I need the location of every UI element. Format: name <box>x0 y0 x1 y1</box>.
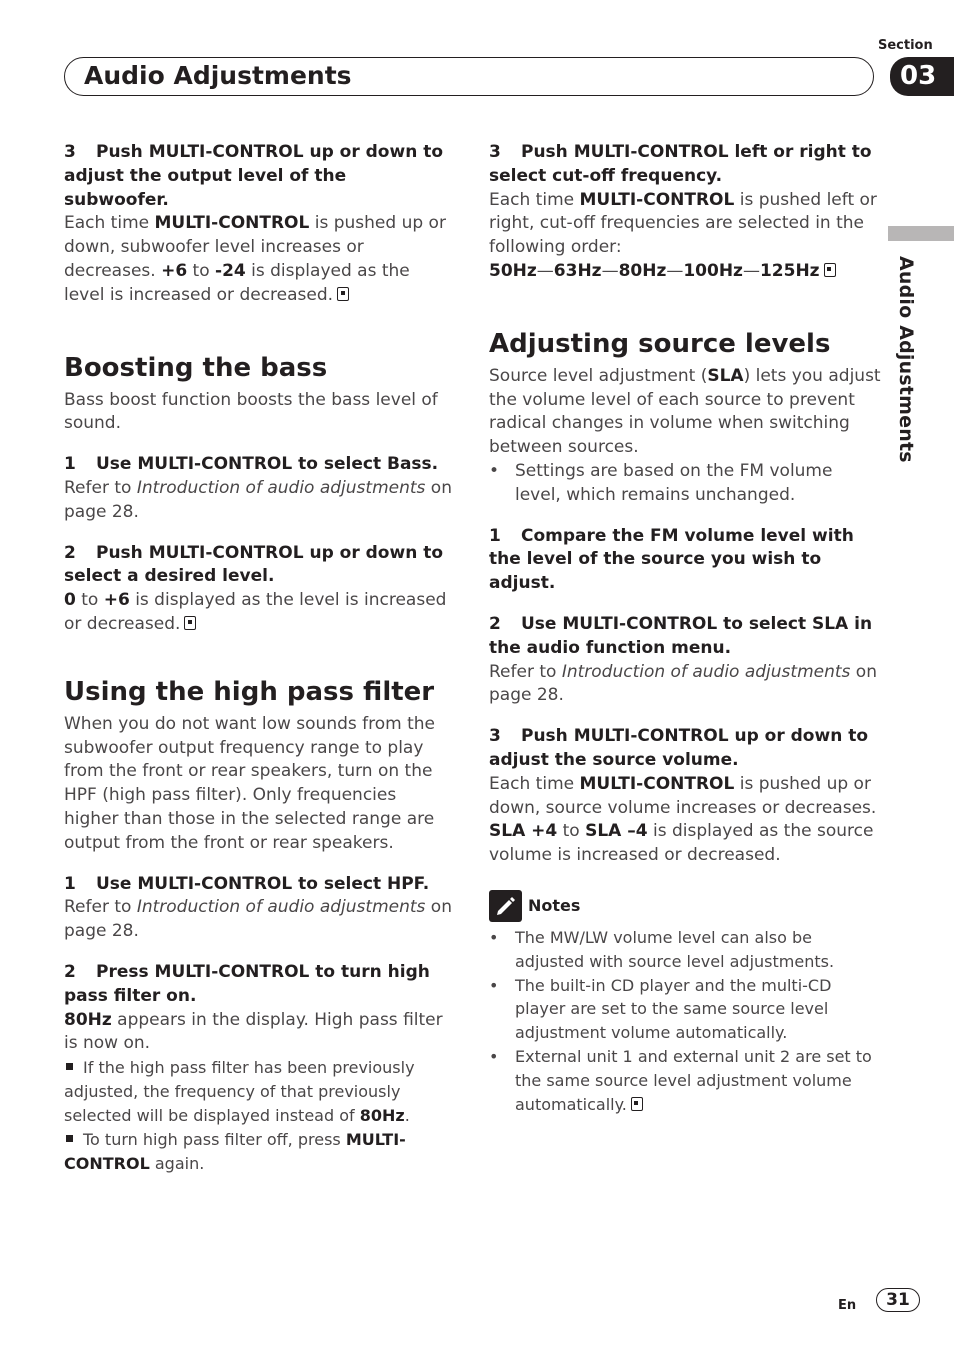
side-section-label: Audio Adjustments <box>895 256 917 463</box>
sla-step-3: 3 Push MULTI-CONTROL up or down to adjust the source volume. <box>489 726 869 770</box>
notes-header <box>489 890 881 922</box>
bass-step-2-text: 0 to +6 is displayed as the level is increased or decreased. <box>64 590 447 634</box>
end-mark-icon <box>631 1097 643 1111</box>
notes-title: Notes <box>528 896 581 916</box>
right-column <box>489 141 881 1116</box>
page-number: 31 <box>876 1288 920 1312</box>
bass-step-1: 1 Use MULTI-CONTROL to select Bass. <box>64 454 439 475</box>
hpf-step-2-text: 80Hz appears in the display. High pass filter is now on. <box>64 1009 443 1054</box>
left-column <box>64 141 454 1176</box>
end-mark-icon <box>337 287 349 301</box>
subwoofer-step-3-text: Each time MULTI-CONTROL is pushed up or down, subwoofer level increases or decreases. +6 to -24 is displayed as the level is increased or decreased. <box>64 213 446 305</box>
square-bullet-icon <box>66 1063 73 1070</box>
hpf-step-1: 1 Use MULTI-CONTROL to select HPF. <box>64 873 430 894</box>
subwoofer-step-3: 3 Push MULTI-CONTROL up or down to adjust the output level of the subwoofer. <box>64 142 444 210</box>
end-mark-icon <box>184 616 196 630</box>
high-pass-filter-heading: Using the high pass filter <box>64 676 435 707</box>
sla-step-2-text: Refer to Introduction of audio adjustments on page 28. <box>489 661 877 706</box>
source-levels-intro: Source level adjustment (SLA) lets you adjust the volume level of each source to prevent radical changes in volume when switching between sources. <box>489 365 881 458</box>
sla-step-3-text: Each time MULTI-CONTROL is pushed up or down, source volume increases or decreases. SLA +4 to SLA –4 is displayed as the source volume is increased or decreased. <box>489 773 877 866</box>
hpf-note-turn-off: To turn high pass filter off, press MULTI-CONTROL again. <box>64 1130 406 1174</box>
language-code: En <box>838 1298 857 1313</box>
side-tab-marker <box>888 226 954 241</box>
hpf-step-1-text: Refer to Introduction of audio adjustments on page 28. <box>64 897 452 942</box>
hpf-note-previous: If the high pass filter has been previously adjusted, the frequency of that previously selected will be displayed instead of 80Hz. <box>64 1058 415 1126</box>
cutoff-step-3-text: Each time MULTI-CONTROL is pushed left or right, cut-off frequencies are selected in the following order: <box>489 189 877 258</box>
section-number-badge: 03 <box>890 57 954 96</box>
note-item: • External unit 1 and external unit 2 are set to the same source level adjustment volume automatically. <box>489 1046 872 1114</box>
bass-step-2: 2 Push MULTI-CONTROL up or down to select a desired level. <box>64 542 444 587</box>
pencil-note-icon <box>489 890 522 922</box>
bass-step-1-text: Refer to Introduction of audio adjustments on page 28. <box>64 477 452 522</box>
square-bullet-icon <box>66 1135 73 1142</box>
boosting-bass-heading: Boosting the bass <box>64 352 328 383</box>
end-mark-icon <box>824 263 836 277</box>
section-label: Section <box>878 38 933 53</box>
cutoff-step-3: 3 Push MULTI-CONTROL left or right to select cut-off frequency. <box>489 142 872 186</box>
cutoff-frequency-order: 50Hz—63Hz—80Hz—100Hz—125Hz <box>489 260 881 284</box>
page-title: Audio Adjustments <box>84 61 352 90</box>
note-item: • The built-in CD player and the multi-CD player are set to the same source level adjustment volume automatically. <box>489 975 832 1043</box>
note-item: • The MW/LW volume level can also be adjusted with source level adjustments. <box>489 927 835 971</box>
sla-step-2: 2 Use MULTI-CONTROL to select SLA in the audio function menu. <box>489 613 873 658</box>
boosting-bass-intro: Bass boost function boosts the bass level of sound. <box>64 389 438 434</box>
source-levels-bullet: • Settings are based on the FM volume level, which remains unchanged. <box>489 460 833 505</box>
high-pass-filter-intro: When you do not want low sounds from the subwoofer output frequency range to play from the front or rear speakers, turn on the HPF (high pass filter). Only frequencies higher than those in the selected range are output from the front or rear speakers. <box>64 713 436 853</box>
sla-step-1: 1 Compare the FM volume level with the level of the source you wish to adjust. <box>489 525 854 594</box>
source-levels-heading: Adjusting source levels <box>489 328 831 359</box>
hpf-step-2: 2 Press MULTI-CONTROL to turn high pass filter on. <box>64 961 430 1006</box>
